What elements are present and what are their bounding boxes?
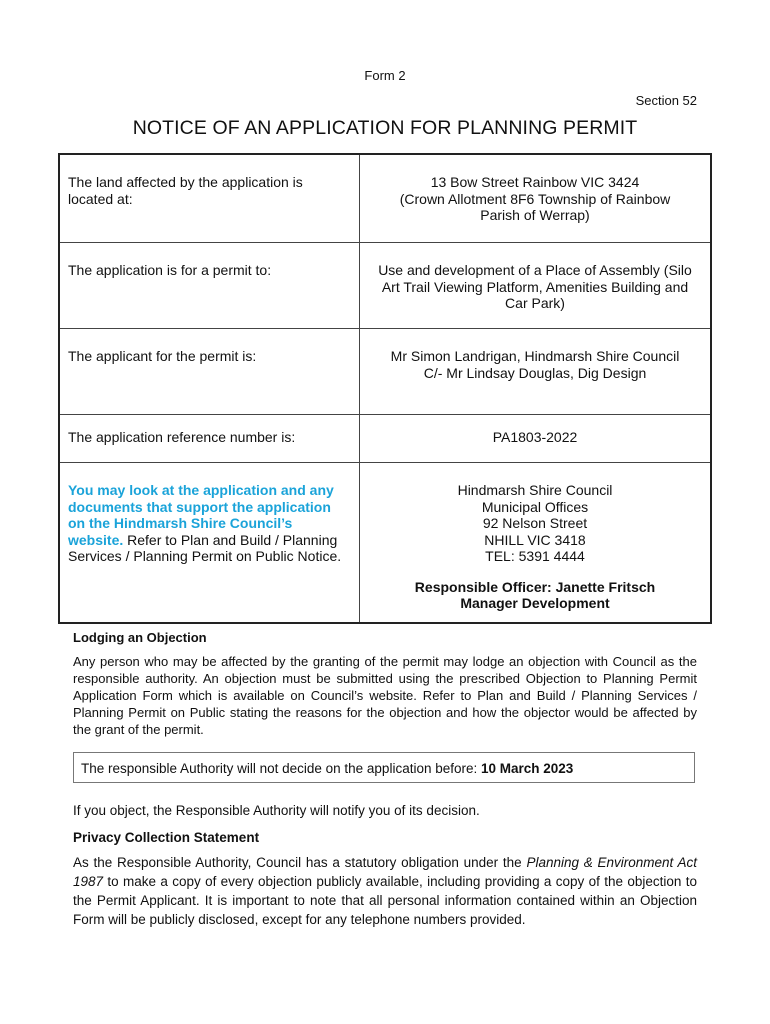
reference-label: The application reference number is:	[59, 415, 360, 463]
lodging-objection-section	[73, 630, 697, 738]
permit-label: The application is for a permit to:	[59, 243, 360, 329]
land-allotment: (Crown Allotment 8F6 Township of Rainbow	[399, 190, 671, 207]
act-name: Planning & Environment Act 1987	[73, 855, 698, 889]
applicant-agent: C/- Mr Lindsay Douglas, Dig Design	[423, 364, 647, 381]
table-row	[59, 243, 711, 329]
applicant-name: Mr Simon Landrigan, Hindmarsh Shire Council	[390, 348, 680, 364]
land-value	[360, 154, 712, 243]
page-title: NOTICE OF AN APPLICATION FOR PLANNING PERMIT	[132, 117, 638, 139]
lodging-heading: Lodging an Objection	[73, 630, 207, 645]
section-number: Section 52	[635, 93, 697, 108]
privacy-part2: to make a copy of every objection publicly available, including providing a copy of the objection to the Permit Applicant. It is important to note that all personal information contained within an Objection Form will be publicly disclosed, except for any telephone numbers provided.	[73, 874, 697, 927]
applicant-label: The applicant for the permit is:	[59, 329, 360, 415]
table-row	[59, 154, 711, 243]
table-row	[59, 329, 711, 415]
land-label: The land affected by the application is located at:	[59, 154, 360, 243]
council-phone: TEL: 5391 4444	[485, 548, 585, 564]
privacy-section	[73, 830, 697, 929]
council-office: Municipal Offices	[481, 498, 589, 515]
council-street: 92 Nelson Street	[482, 515, 588, 531]
officer-title: Manager Development	[460, 595, 610, 611]
council-website-link[interactable]: You may look at the application and any documents that support the application on the Hindmarsh Shire Council’s website.	[68, 482, 334, 548]
form-number: Form 2	[364, 68, 406, 83]
view-application-cell	[59, 463, 360, 624]
council-contact	[360, 463, 712, 624]
lodging-body: Any person who may be affected by the granting of the permit may lodge an objection with Council as the responsible authority. An objection must be submitted using the prescribed Objection to Planning Permit Application Form which is available on Council’s website. Refer to Plan and Build / Planning Services / Planning Permit on Public stating the reasons for the objection and how the objector would be affected by the grant of the permit.	[73, 654, 697, 737]
decision-date: 10 March 2023	[481, 761, 574, 776]
responsible-officer: Responsible Officer: Janette Fritsch	[414, 578, 656, 595]
view-instructions: Refer to Plan and Build / Planning Services / Planning Permit on Public Notice.	[68, 531, 342, 564]
council-town: NHILL VIC 3418	[484, 531, 586, 548]
permit-value: Use and development of a Place of Assembly (Silo Art Trail Viewing Platform, Amenities Building and Car Park)	[360, 243, 712, 329]
decision-text: The responsible Authority will not decide on the application before:	[81, 761, 481, 776]
privacy-body	[73, 853, 697, 929]
privacy-heading: Privacy Collection Statement	[73, 830, 260, 845]
land-parish: Parish of Werrap)	[480, 207, 590, 223]
notify-statement: If you object, the Responsible Authority will notify you of its decision.	[73, 803, 480, 818]
applicant-value	[360, 329, 712, 415]
reference-value: PA1803-2022	[360, 415, 712, 463]
privacy-part1: As the Responsible Authority, Council has a statutory obligation under the	[73, 855, 527, 870]
decision-date-box	[73, 752, 695, 783]
land-address: 13 Bow Street Rainbow VIC 3424	[430, 174, 640, 190]
table-row	[59, 463, 711, 624]
table-row	[59, 415, 711, 463]
council-name: Hindmarsh Shire Council	[457, 482, 613, 498]
permit-details-table	[58, 153, 712, 624]
